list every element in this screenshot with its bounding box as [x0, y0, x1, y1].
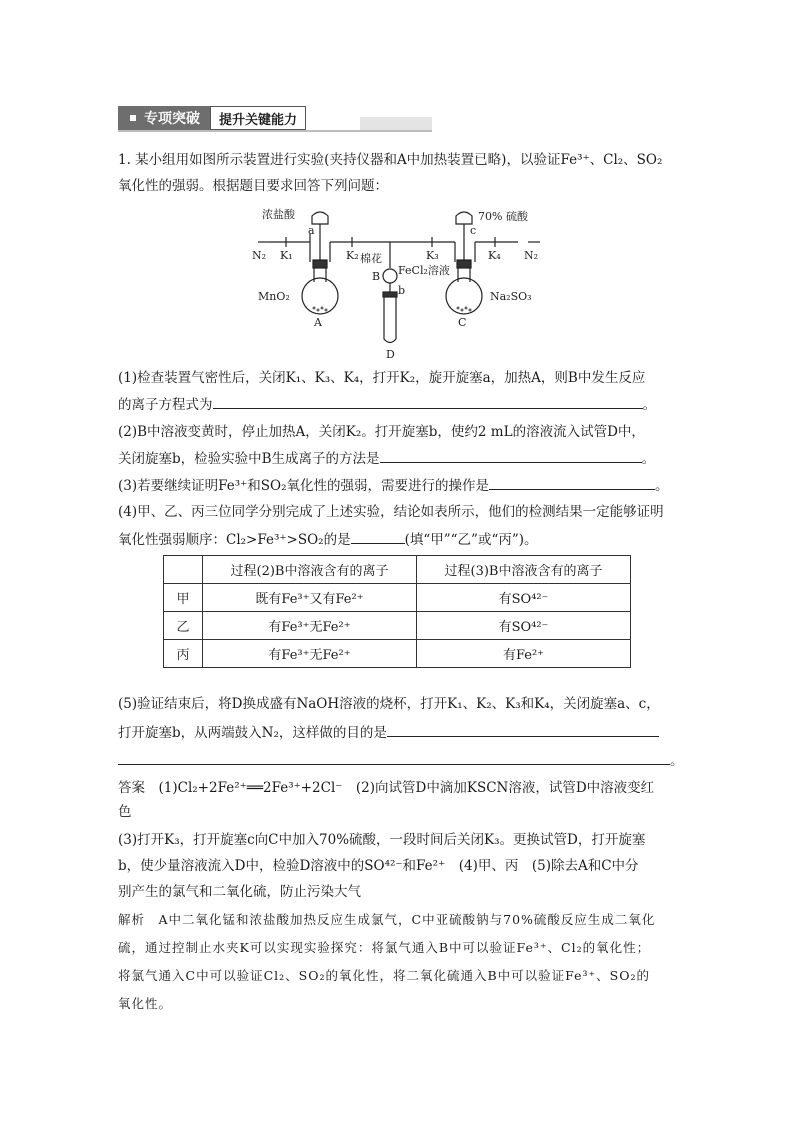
period: 。	[655, 478, 669, 494]
label-n2-right: N₂	[524, 249, 539, 262]
period: 。	[642, 397, 656, 413]
answer-blank-2[interactable]	[380, 448, 642, 463]
label-valve-c: c	[470, 224, 477, 237]
label-k2: K₂	[346, 249, 359, 262]
answer-blank-5a[interactable]	[387, 722, 659, 737]
label-D: D	[386, 348, 395, 361]
part5-line3	[118, 750, 684, 771]
table-header-cell: 过程(2)B中溶液含有的离子	[203, 556, 417, 584]
answer-line4: b，使少量溶液流入D中，检验D溶液中的SO⁴²⁻和Fe²⁺ (4)甲、丙 (5)除去A和C中分	[118, 858, 639, 874]
analysis-line3: 将氯气通入C中可以验证Cl₂、SO₂的氧化性，将二氧化硫通入B中可以验证Fe³⁺、SO₂的	[118, 968, 650, 983]
answer-blank-4[interactable]	[351, 529, 405, 544]
analysis-line4: 氧化性。	[118, 996, 173, 1011]
table-header-cell: 过程(3)B中溶液含有的离子	[417, 556, 631, 584]
label-k3: K₃	[426, 249, 439, 262]
label-valve-b: b	[398, 284, 406, 297]
answer-label: 答案	[118, 780, 145, 796]
answer-line1	[118, 778, 654, 798]
part2-line2-text: 关闭旋塞b，检验实验中B生成离子的方法是	[118, 451, 380, 467]
label-h2so4: 70% 硫酸	[478, 210, 528, 223]
label-C: C	[458, 316, 467, 329]
table-cell: 甲	[164, 584, 203, 612]
results-table	[163, 555, 631, 668]
analysis-label: 解析	[118, 912, 146, 927]
part5-line2	[118, 722, 659, 743]
answer-blank-3[interactable]	[489, 475, 655, 490]
label-B: B	[372, 270, 381, 283]
apparatus-diagram	[250, 204, 550, 362]
banner-subtitle: 提升关键能力	[210, 106, 306, 130]
part1-line1: (1)检查装置气密性后，关闭K₁、K₃、K₄，打开K₂，旋开旋塞a，加热A，则B中发生反应	[118, 370, 646, 386]
part4-line2-text: 氧化性强弱顺序：Cl₂>Fe³⁺>SO₂的是	[118, 532, 351, 548]
label-fecl2: FeCl₂溶液	[398, 264, 450, 277]
table-cell: 有SO⁴²⁻	[417, 584, 631, 612]
section-banner	[118, 106, 306, 130]
table-row	[164, 584, 631, 612]
part1-line2-text: 的离子方程式为	[118, 397, 213, 413]
part4-line2	[118, 529, 538, 550]
analysis-line2: 硫，通过控制止水夹K可以实现实验探究：将氯气通入B中可以验证Fe³⁺、Cl₂的氧化性；	[118, 940, 651, 955]
part4-line2-hint: (填“甲”“乙”或“丙”)。	[404, 532, 538, 548]
table-row	[164, 640, 631, 668]
table-cell: 乙	[164, 612, 203, 640]
banner-underline	[118, 130, 432, 132]
table-header-row	[164, 556, 631, 584]
period: 。	[670, 753, 684, 769]
question-intro-line2: 氧化性的强弱。根据题目要求回答下列问题：	[118, 178, 388, 194]
table-cell: 既有Fe³⁺又有Fe²⁺	[203, 584, 417, 612]
square-bullet-icon	[130, 115, 136, 121]
part3-line	[118, 475, 669, 496]
banner-decoration	[360, 117, 432, 131]
part5-line1: (5)验证结束后，将D换成盛有NaOH溶液的烧杯，打开K₁、K₂、K₃和K₄，关闭旋塞a、c，	[118, 696, 660, 712]
table-cell: 丙	[164, 640, 203, 668]
label-k1: K₁	[280, 249, 293, 262]
table-cell: 有Fe²⁺	[417, 640, 631, 668]
part4-line1: (4)甲、乙、丙三位同学分别完成了上述实验，结论如表所示，他们的检测结果一定能够证明	[118, 504, 664, 520]
part2-line2	[118, 448, 655, 469]
analysis-text-1: A中二氧化锰和浓盐酸加热反应生成氯气，C中亚硫酸钠与70%硫酸反应生成二氧化	[158, 912, 656, 927]
label-na2so3: Na₂SO₃	[490, 290, 532, 303]
banner-tag-text: 专项突破	[144, 111, 200, 127]
part2-line1: (2)B中溶液变黄时，停止加热A，关闭K₂。打开旋塞b，使约2 mL的溶液流入试管D中，	[118, 424, 645, 440]
table-cell: 有Fe³⁺无Fe²⁺	[203, 612, 417, 640]
part3-text: (3)若要继续证明Fe³⁺和SO₂氧化性的强弱，需要进行的操作是	[118, 478, 490, 494]
analysis-line1	[118, 910, 655, 930]
period: 。	[641, 451, 656, 467]
answer-blank-1[interactable]	[213, 394, 643, 409]
question-intro-line1: 1. 某小组用如图所示装置进行实验(夹持仪器和A中加热装置已略)，以验证Fe³⁺、Cl₂、SO₂	[118, 152, 663, 168]
label-cotton: 棉花	[360, 252, 382, 265]
banner-tag	[118, 106, 210, 130]
label-k4: K₄	[488, 249, 501, 262]
label-mno2: MnO₂	[258, 290, 290, 303]
answer-line3: (3)打开K₃，打开旋塞c向C中加入70%硫酸，一段时间后关闭K₃。更换试管D，打开旋塞	[118, 832, 646, 848]
table-cell: 有SO⁴²⁻	[417, 612, 631, 640]
label-valve-a: a	[308, 224, 315, 237]
table-cell: 有Fe³⁺无Fe²⁺	[203, 640, 417, 668]
answer-blank-5b[interactable]	[118, 750, 670, 765]
part1-line2	[118, 394, 656, 415]
label-n2-left: N₂	[252, 249, 267, 262]
answer-line5: 别产生的氯气和二氧化硫，防止污染大气	[118, 884, 361, 900]
answer-line2: 色	[118, 804, 132, 820]
label-hcl: 浓盐酸	[262, 208, 295, 221]
label-A: A	[314, 316, 322, 329]
table-header-cell	[164, 556, 203, 584]
answer-text-1: (1)Cl₂+2Fe²⁺══2Fe³⁺+2Cl⁻ (2)向试管D中滴加KSCN溶液，试管D中溶液变红	[158, 780, 655, 796]
part5-line2-text: 打开旋塞b，从两端鼓入N₂，这样做的目的是	[118, 725, 387, 741]
table-row	[164, 612, 631, 640]
